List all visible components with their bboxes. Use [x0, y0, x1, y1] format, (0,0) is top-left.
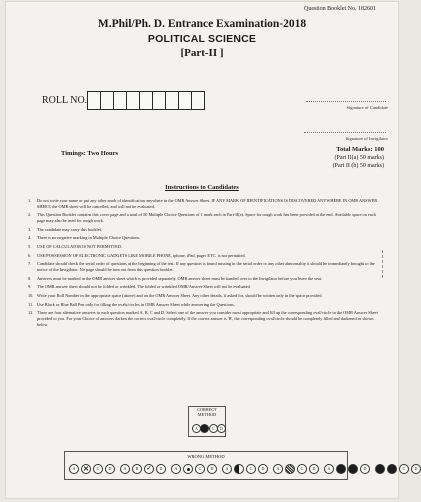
wrong-answer-bubble: C [195, 464, 205, 474]
instruction-item [28, 253, 378, 259]
instruction-item [28, 310, 378, 327]
correct-method-label: CORRECT METHOD [197, 407, 217, 417]
correct-method-example [188, 406, 226, 437]
instruction-item [28, 284, 378, 290]
wrong-answer-bubble [348, 464, 358, 474]
instruction-text: USE OF CALCULATOR IS NOT PERMITTED. [37, 243, 123, 249]
instruction-text: Answers must be marked in the OMR answer sheet which is provided separately. OMR answer sheet must be handed over to the Invigilator before you leave the seat. [37, 275, 323, 281]
roll-number-label: ROLL NO. [42, 95, 88, 106]
instruction-item [28, 302, 378, 308]
instruction-text: USE/POSSESSION OF ELECTRONIC GADGETS LIKE MOBILE PHONE, iphone, iPad, pager ETC. is not permitted. [37, 252, 246, 258]
instruction-number: 10. [28, 292, 34, 298]
subject-title: POLITICAL SCIENCE [147, 33, 257, 45]
wrong-answer-bubble: A [69, 464, 79, 474]
roll-digit-box[interactable] [152, 91, 166, 110]
wrong-answer-bubble: D [105, 464, 115, 474]
answer-bubble: A [192, 424, 201, 433]
instruction-item [28, 235, 378, 241]
instruction-text: Write your Roll Number in the appropriate space (above) and on the OMR Answer Sheet. Any other details, if asked for, should be written only in the space provided. [37, 292, 323, 298]
wrong-answer-bubble: A [324, 464, 334, 474]
total-marks: Total Marks: 100 [336, 146, 384, 153]
instruction-item [28, 276, 378, 282]
answer-bubble: D [217, 424, 226, 433]
wrong-answer-bubble: D [207, 464, 217, 474]
instruction-item [28, 198, 378, 209]
instruction-number: 4. [28, 235, 32, 241]
answer-bubble: C [209, 424, 218, 433]
roll-digit-box[interactable] [178, 91, 192, 110]
instruction-number: 5. [28, 243, 32, 249]
exam-title: M.Phil/Ph. D. Entrance Examination-2018 [97, 18, 307, 30]
instruction-item [28, 212, 378, 223]
wrong-method-example [64, 451, 418, 480]
wrong-method-bubbles [69, 464, 421, 474]
part-label: [Part-II ] [180, 47, 224, 59]
wrong-answer-bubble: D [411, 464, 421, 474]
instruction-text: This Question Booklet contains this cover page and a total of 50 Multiple Choice Questions of 1 mark each in Part-II(a). Space for rough work has been provided at the end. Available space on each page may also be used for rough work. [37, 212, 376, 223]
page-seal-mark [382, 250, 391, 278]
wrong-method-label: WRONG METHOD [187, 454, 225, 459]
wrong-answer-bubble [375, 464, 385, 474]
roll-digit-box[interactable] [126, 91, 140, 110]
wrong-answer-bubble: A [222, 464, 232, 474]
part-b-marks: (Part II (b) 50 marks) [332, 163, 384, 169]
roll-number-boxes [88, 91, 205, 110]
answer-bubble: B [200, 424, 209, 433]
wrong-answer-bubble: ✕ [81, 464, 91, 474]
wrong-answer-bubble: ✓ [144, 464, 154, 474]
invigilator-signature-line [304, 132, 386, 133]
wrong-answer-bubble [387, 464, 397, 474]
marks-summary [333, 146, 384, 170]
wrong-answer-bubble: C [93, 464, 103, 474]
instruction-text: The candidate may carry this booklet. [37, 226, 102, 232]
instruction-text: The OMR answer sheet should not be folded or wrinkled. The folded or wrinkled OMR/Answer Sheet will not be evaluated. [37, 284, 251, 290]
instruction-number: 11. [28, 301, 34, 307]
wrong-answer-bubble: A [273, 464, 283, 474]
wrong-answer-bubble [336, 464, 346, 474]
wrong-answer-bubble: A [120, 464, 130, 474]
wrong-answer-bubble [285, 464, 295, 474]
instruction-text: Do not write your name or put any other mark of identification anywhere in the OMR Answer Sheet. IF ANY MARK OF IDENTIFICATIONS IS DISCOVERED ANYWHERE IN OMR ANSWER SHEET, the OMR sheet will be cancelled, and will not be evaluated. [37, 198, 378, 209]
wrong-answer-bubble: A [171, 464, 181, 474]
wrong-answer-bubble: B [132, 464, 142, 474]
wrong-answer-bubble: C [297, 464, 307, 474]
instruction-number: 3. [28, 226, 32, 232]
roll-digit-box[interactable] [139, 91, 153, 110]
wrong-answer-bubble: D [156, 464, 166, 474]
invigilator-signature-label: Signature of Invigilator [345, 136, 388, 141]
instruction-text: Candidate should check the serial order of questions at the beginning of the test. If any question is found missing in the serial order or any other abnormality it should be immediately brought to the notice of the Invigilator. No page should be torn out from this question booklet. [37, 261, 375, 272]
part-a-marks: (Part II(a) 50 marks) [334, 155, 384, 161]
wrong-answer-bubble [234, 464, 244, 474]
instruction-item [28, 261, 378, 272]
roll-number-field [42, 91, 205, 110]
instruction-item [28, 293, 378, 299]
instruction-number: 2. [28, 212, 32, 218]
exam-timings: Timings: Two Hours [61, 150, 119, 157]
instruction-number: 8. [28, 275, 32, 281]
question-booklet-number: Question Booklet No. 182601 [304, 6, 376, 12]
roll-digit-box[interactable] [100, 91, 114, 110]
candidate-signature-line [306, 101, 386, 102]
instruction-text: There are four alternative answers to each question marked A, B, C and D. Select one of the answer you consider most appropriate and fill up the corresponding oval/circle in the OMR Answer Sheet provided to you. For your Choice of answers darken the correct oval/circle completely. If the correct answer is 'B', the corresponding oval/circle should be completely filled and darkened as shown below. [37, 310, 378, 327]
wrong-answer-bubble: D [258, 464, 268, 474]
instruction-text: Use Black or Blue Ball Pen only for filling the ovals/circles in OMR Answer Sheet while answering the Questions. [37, 301, 235, 307]
instruction-number: 9. [28, 284, 32, 290]
exam-cover-page [6, 2, 418, 498]
instruction-item [28, 244, 378, 250]
instructions-list [28, 198, 378, 330]
instruction-item [28, 227, 378, 233]
wrong-answer-bubble: C [399, 464, 409, 474]
instruction-number: 1. [28, 198, 32, 203]
wrong-answer-bubble: D [360, 464, 370, 474]
instruction-number: 12. [28, 310, 34, 316]
wrong-answer-bubble: D [309, 464, 319, 474]
roll-digit-box[interactable] [165, 91, 179, 110]
wrong-answer-bubble [183, 464, 193, 474]
candidate-signature-label: Signature of Candidate [346, 105, 388, 110]
roll-digit-box[interactable] [113, 91, 127, 110]
wrong-answer-bubble: C [246, 464, 256, 474]
instructions-heading: Instructions to Candidates [165, 184, 239, 191]
instruction-number: 6. [28, 252, 32, 258]
roll-digit-box[interactable] [87, 91, 101, 110]
roll-digit-box[interactable] [191, 91, 205, 110]
instruction-text: There is no negative marking in Multiple Choice Questions. [37, 235, 141, 241]
instruction-number: 7. [28, 261, 32, 267]
